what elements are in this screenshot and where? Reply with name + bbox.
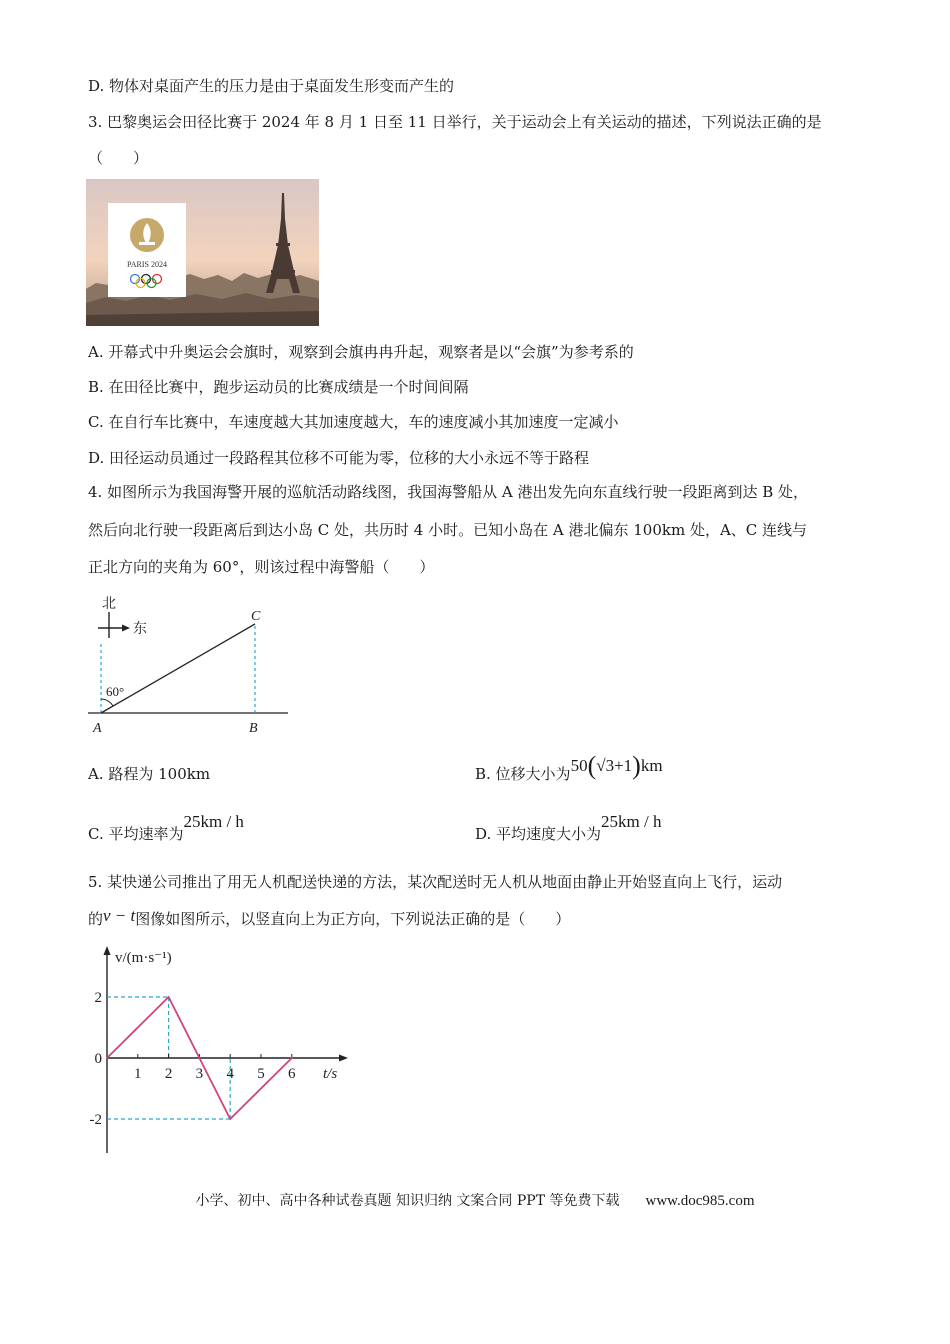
q4-option-a: A. 路程为 100km <box>88 765 211 783</box>
q3-stem-line2: （ ） <box>88 149 149 167</box>
angle-arc <box>101 699 113 706</box>
q4-stem-line1: 4. 如图所示为我国海警开展的巡航活动路线图，我国海警船从 A 港出发先向东直线行驶一段距离到达 B 处， <box>88 483 809 501</box>
q4-option-d-label: D. 平均速度大小为 <box>475 825 602 843</box>
q3-option-b: B. 在田径比赛中，跑步运动员的比赛成绩是一个时间间隔 <box>88 378 469 396</box>
q4-option-b <box>475 751 663 784</box>
q4-option-d-formula: 25km / h <box>601 812 662 831</box>
y-tick-label-2: 2 <box>94 990 102 1006</box>
east-label: 东 <box>133 622 147 637</box>
q4-stem-line2: 然后向北行驶一段距离后到达小岛 C 处，共历时 4 小时。已知小岛在 A 港北偏东 100km 处，A、C 连线与 <box>88 521 808 539</box>
q4-option-b-label: B. 位移大小为 <box>475 765 571 783</box>
velocity-point-2 <box>199 1057 201 1059</box>
footer-text: 小学、初中、高中各种试卷真题 知识归纳 文案合同 PPT 等免费下载 <box>195 1193 620 1209</box>
x-axis-arrow-icon <box>339 1055 348 1062</box>
angle-label: 60° <box>106 684 125 699</box>
x-tick-label-4: 4 <box>226 1066 234 1082</box>
q5-vt-graph <box>78 938 358 1163</box>
velocity-point-0 <box>106 1057 108 1059</box>
paris-2024-emblem-icon <box>130 218 164 252</box>
velocity-point-4 <box>291 1057 293 1059</box>
y-tick-label-0: 0 <box>94 1051 102 1067</box>
q4-option-c-formula: 25km / h <box>183 812 244 831</box>
page-footer <box>0 1190 950 1210</box>
paris-olympics-photo <box>86 179 319 326</box>
q3-option-d: D. 田径运动员通过一段路程其位移不可能为零，位移的大小永远不等于路程 <box>88 449 590 467</box>
x-tick-label-5: 5 <box>257 1066 265 1082</box>
north-label: 北 <box>102 597 116 612</box>
segment-ac <box>101 624 255 713</box>
logo-caption: PARIS 2024 <box>127 260 167 269</box>
q4-option-b-formula: 50(√3+1)km <box>570 751 663 780</box>
velocity-point-3 <box>229 1118 231 1120</box>
point-c-label: C <box>251 609 261 624</box>
x-tick-label-3: 3 <box>195 1066 204 1082</box>
q4-option-d <box>475 812 662 844</box>
q4-option-c-label: C. 平均速率为 <box>88 825 184 843</box>
velocity-point-1 <box>168 996 170 998</box>
x-tick-label-2: 2 <box>164 1066 173 1082</box>
y-axis-label: v/(m·s⁻¹) <box>115 950 172 966</box>
x-axis-label: t/s <box>323 1066 338 1082</box>
point-a-label: A <box>93 721 102 736</box>
q4-route-diagram <box>86 590 296 740</box>
y-tick-label--2: -2 <box>89 1112 102 1128</box>
footer-link[interactable]: www.doc985.com <box>645 1193 755 1209</box>
q5-stem-line1: 5. 某快递公司推出了用无人机配送快递的方法，某次配送时无人机从地面由静止开始竖直向上飞行，运动 <box>88 873 783 891</box>
q3-option-a: A. 开幕式中升奥运会会旗时，观察到会旗冉冉升起，观察者是以“会旗”为参考系的 <box>88 343 634 361</box>
q3-option-c: C. 在自行车比赛中，车速度越大其加速度越大，车的速度减小其加速度一定减小 <box>88 413 619 431</box>
q4-option-c <box>88 812 244 844</box>
x-tick-label-6: 6 <box>288 1066 296 1082</box>
q5-stem-line2: 的v − t图像如图所示，以竖直向上为正方向，下列说法正确的是（ ） <box>88 906 571 928</box>
q4-stem-line3: 正北方向的夹角为 60°，则该过程中海警船（ ） <box>88 558 435 576</box>
q2-option-d: D. 物体对桌面产生的压力是由于桌面发生形变而产生的 <box>88 77 455 95</box>
x-tick-label-1: 1 <box>134 1066 142 1082</box>
point-b-label: B <box>249 721 258 736</box>
q3-stem-line1: 3. 巴黎奥运会田径比赛于 2024 年 8 月 1 日至 11 日举行，关于运动会上有关运动的描述，下列说法正确的是 <box>88 113 822 131</box>
y-axis-arrow-icon <box>104 946 111 955</box>
q5-vt-formula: v − t <box>103 906 136 925</box>
